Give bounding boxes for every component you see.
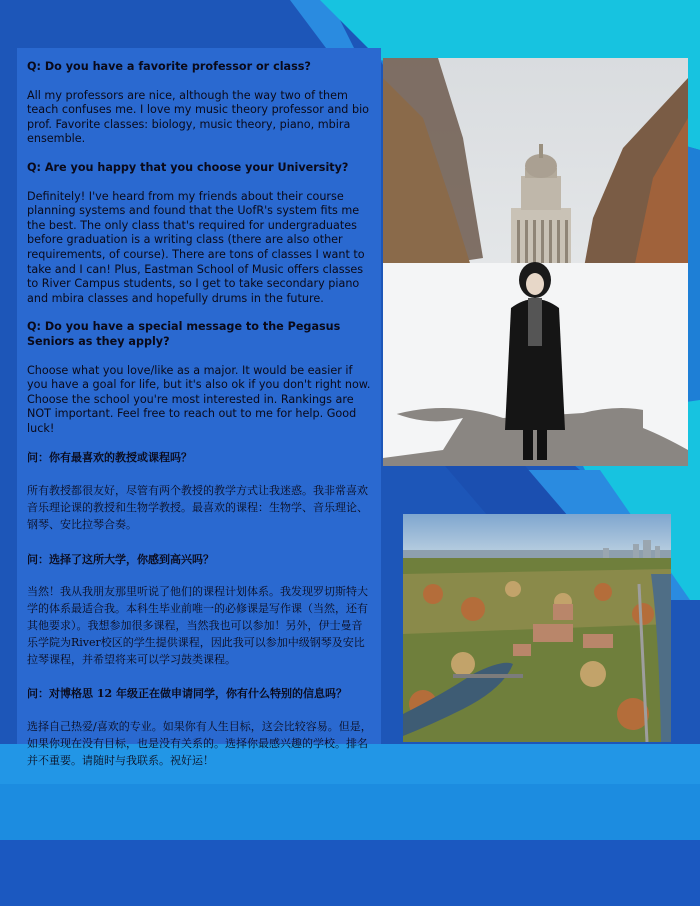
question-en-1: Q: Do you have a favorite professor or class? bbox=[27, 60, 311, 73]
question-en-2: Q: Are you happy that you choose your University? bbox=[27, 160, 349, 174]
campus-snow-photo bbox=[383, 58, 688, 466]
interview-text bbox=[27, 60, 373, 788]
question-zh-1: 问：你有最喜欢的教授或课程吗？ bbox=[27, 451, 192, 465]
answer-en-2: Definitely! I've heard from my friends about their course planning systems and found that the UofR's system fits me the best. The only class that's required for undergraduates before graduation is a writing class (there are also other requirements, of course). There are tons of classes I want to take and I can! Plus, Eastman School of Music offers classes to River Campus students, so I get to take secondary piano and mbira classes and hopefully drums in the future. bbox=[27, 189, 365, 305]
answer-zh-1: 所有教授都很友好，尽管有两个教授的教学方式让我迷惑。我非常喜欢音乐理论课的教授和生物学教授。最喜欢的课程：生物学、音乐理论、钢琴、安比拉琴合奏。 bbox=[27, 484, 368, 531]
answer-zh-2: 当然！我从我朋友那里听说了他们的课程计划体系。我发现罗切斯特大学的体系最适合我。本科生毕业前唯一的必修课是写作课（当然，还有其他要求）。我想参加很多课程，当然我也可以参加！另外，伊士曼音乐学院为River校区的学生提供课程，因此我可以参加中级钢琴及安比拉琴课程，并希望将来可以学习鼓类课程。 bbox=[27, 585, 368, 666]
answer-en-1: All my professors are nice, although the way two of them teach confuses me. I love my music theory professor and bio prof. Favorite classes: biology, music theory, piano, mbira ensemble. bbox=[27, 88, 370, 146]
question-zh-2: 问：选择了这所大学，你感到高兴吗？ bbox=[27, 552, 214, 566]
answer-zh-3: 选择自己热爱/喜欢的专业。如果你有人生目标，这会比较容易。但是，如果你现在没有目标，也是没有关系的。选择你最感兴趣的学校。排名并不重要。请随时与我联系。祝好运！ bbox=[27, 720, 372, 767]
answer-en-3: Choose what you love/like as a major. It would be easier if you have a goal for life, but it's also ok if you don't right now. Choose the school you're most interested in. Rankings are NOT important. Feel free to reach out to me for help. Good luck! bbox=[27, 363, 371, 435]
question-zh-3: 问：对博格思 12 年级正在做申请同学，你有什么特别的信息吗？ bbox=[27, 687, 347, 701]
question-en-3: Q: Do you have a special message to the Pegasus Seniors as they apply? bbox=[27, 320, 341, 348]
campus-aerial-photo bbox=[403, 514, 671, 742]
